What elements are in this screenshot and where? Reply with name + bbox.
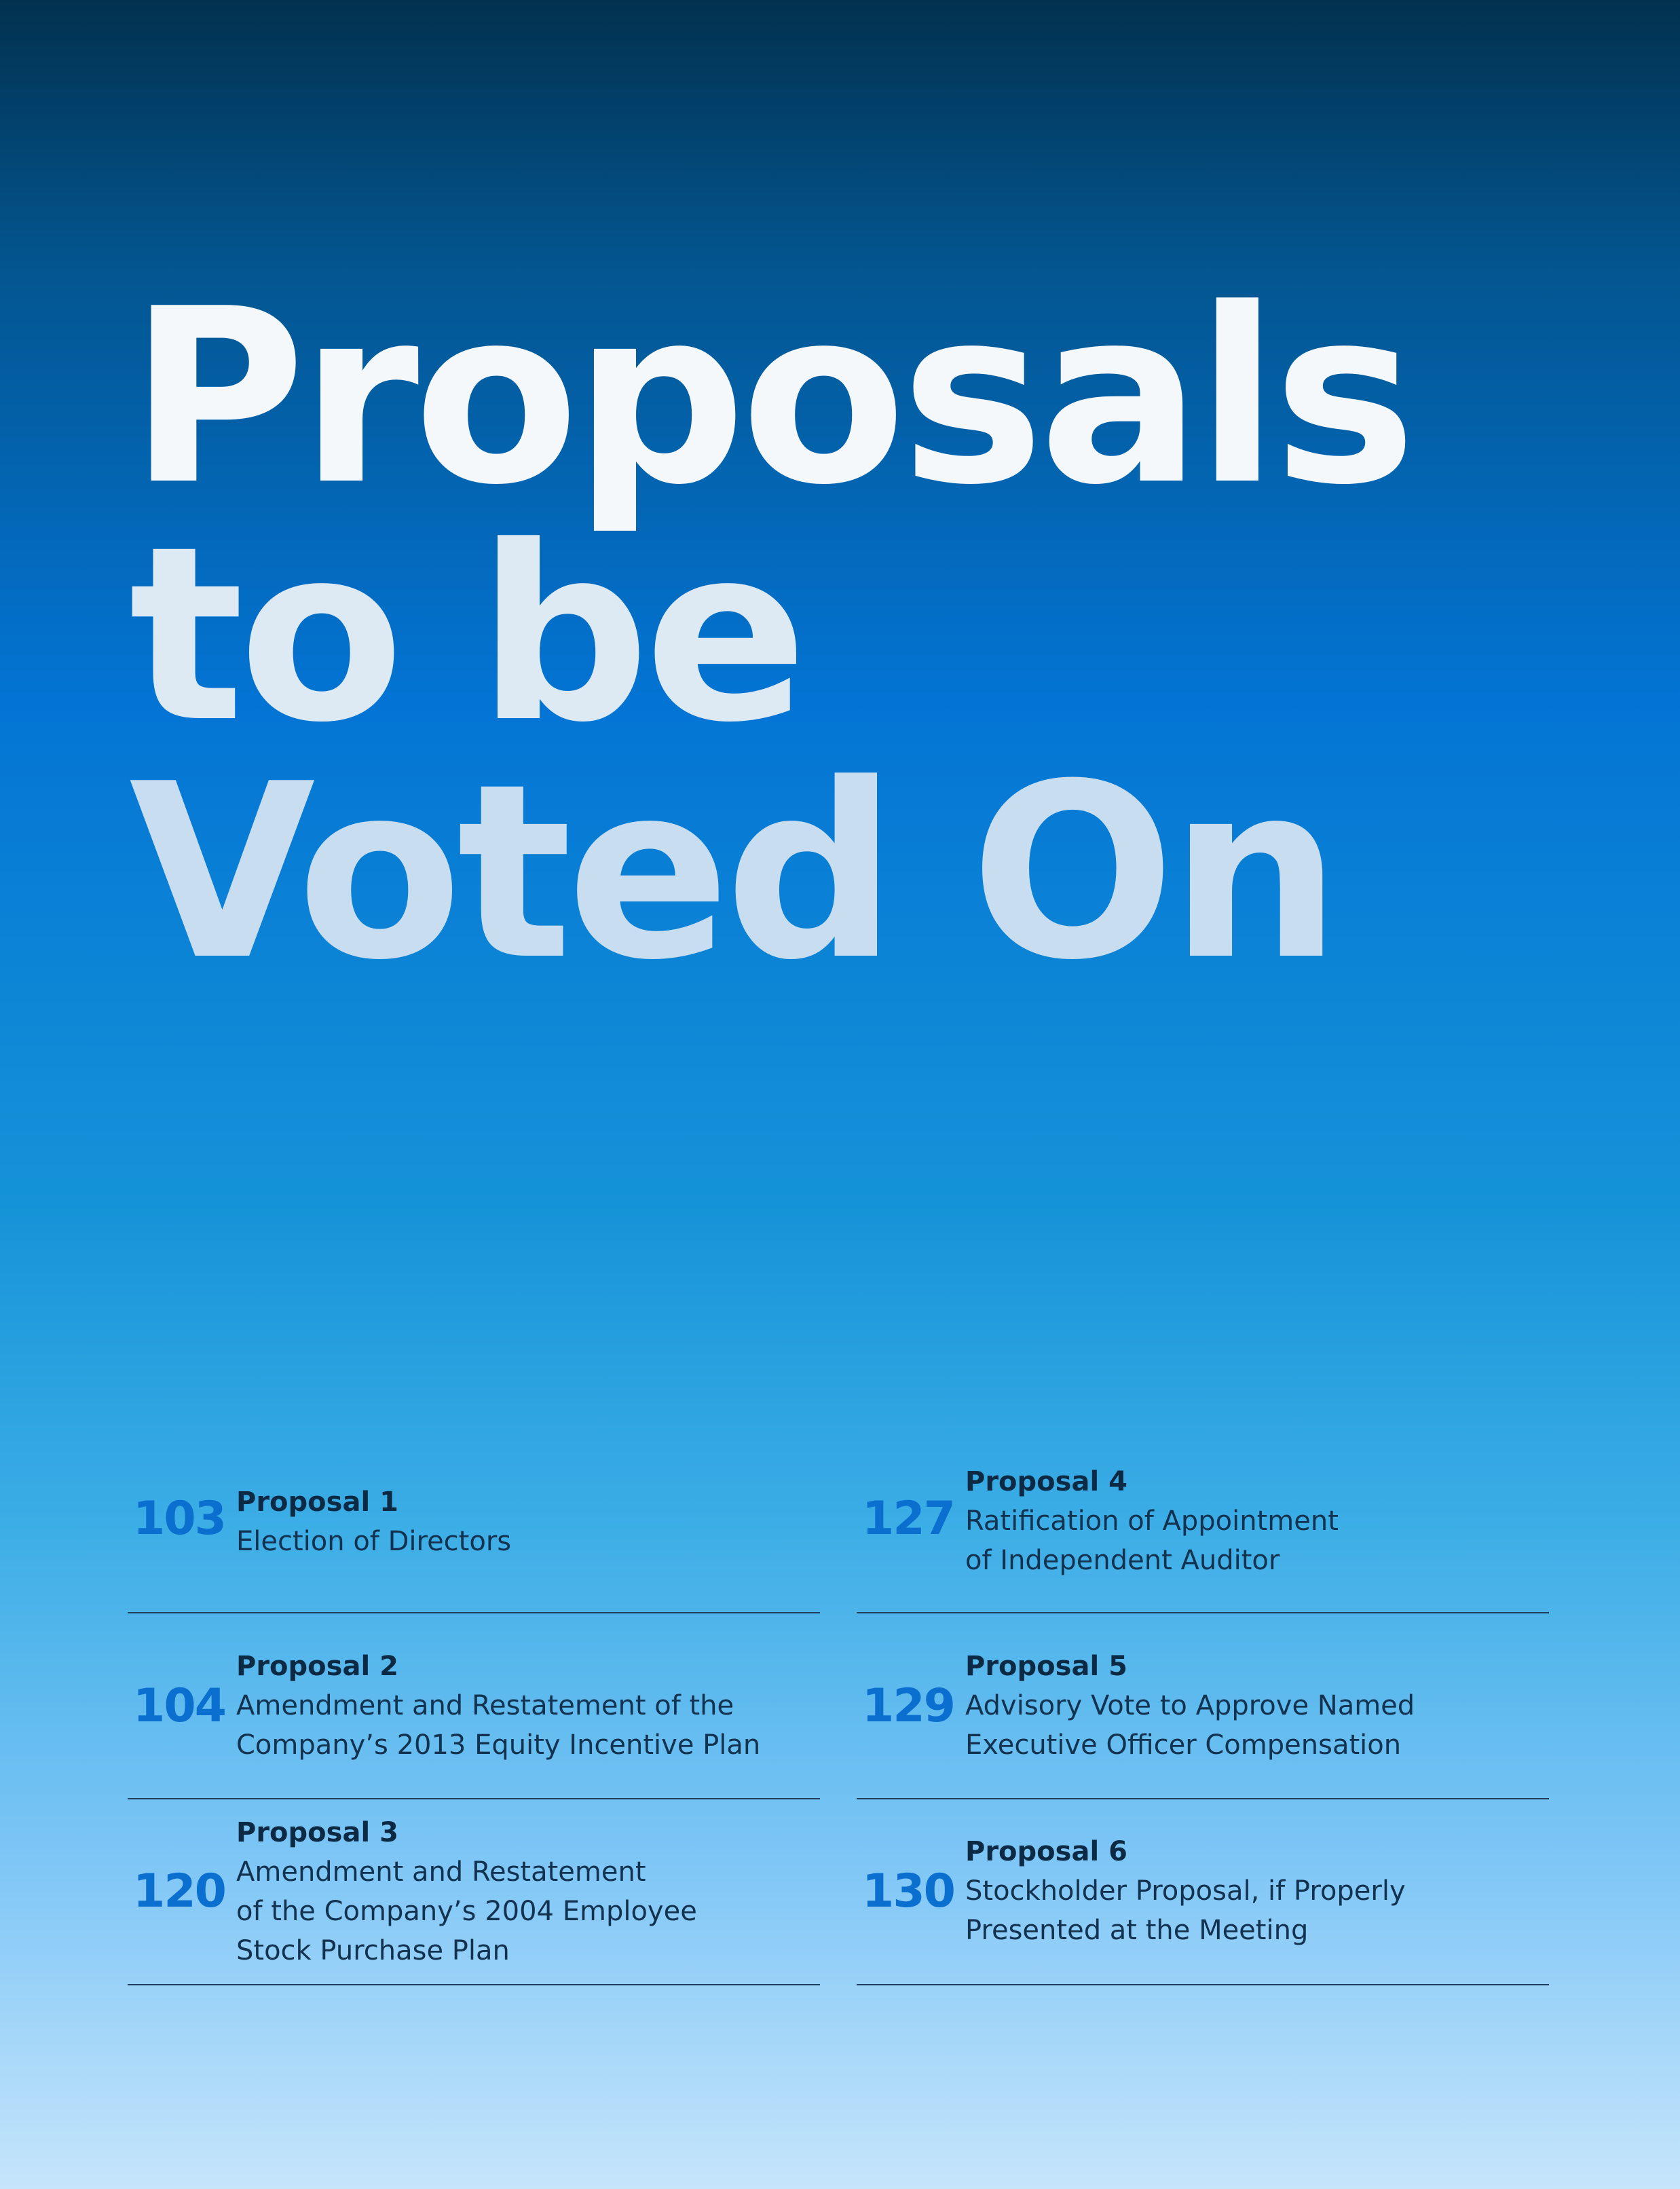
page-title-line-3: Voted On [129,732,1336,1013]
page-title-line-2: to be [129,494,803,775]
proposal-1-label: Proposal 1 [236,1486,398,1518]
proposal-6-entry[interactable] [857,1799,1549,1985]
proposal-2-description: Amendment and Restatement of the Company’s 2013 Equity Incentive Plan [236,1690,761,1761]
proposal-3-label: Proposal 3 [236,1817,398,1848]
proposal-3-page-number: 120 [133,1865,225,1918]
proposal-4-label: Proposal 4 [965,1466,1127,1497]
proposal-3-entry[interactable] [128,1799,820,1985]
proposal-4-description: Ratification of Appointment of Independent Auditor [965,1505,1339,1576]
proposal-4-page-number: 127 [862,1492,954,1546]
proposal-6-page-number: 130 [862,1865,954,1918]
proposal-1-page-number: 103 [133,1492,225,1546]
proposal-3-description: Amendment and Restatement of the Company’s 2004 Employee Stock Purchase Plan [236,1856,697,1966]
proposal-1-description: Election of Directors [236,1526,512,1557]
proposal-5-label: Proposal 5 [965,1651,1127,1682]
proposal-5-entry[interactable] [857,1613,1549,1799]
proposal-2-page-number: 104 [133,1679,225,1733]
page-title [129,257,1554,1013]
proposal-4-text [965,1462,1542,1580]
proposal-6-label: Proposal 6 [965,1836,1127,1867]
proposal-1-text [236,1482,813,1561]
proposal-5-page-number: 129 [862,1679,954,1733]
proposal-2-label: Proposal 2 [236,1651,398,1682]
page-title-line-1: Proposals [129,257,1411,538]
proposal-6-description: Stockholder Proposal, if Properly Presented at the Meeting [965,1875,1406,1946]
proposal-5-text [965,1647,1542,1765]
proposal-4-entry[interactable] [857,1466,1549,1613]
proposal-1-entry[interactable] [128,1466,820,1613]
proposal-2-entry[interactable] [128,1613,820,1799]
proposal-2-text [236,1647,813,1765]
proposal-5-description: Advisory Vote to Approve Named Executive Officer Compensation [965,1690,1415,1761]
proposal-3-text [236,1813,813,1970]
proposal-6-text [965,1832,1542,1950]
